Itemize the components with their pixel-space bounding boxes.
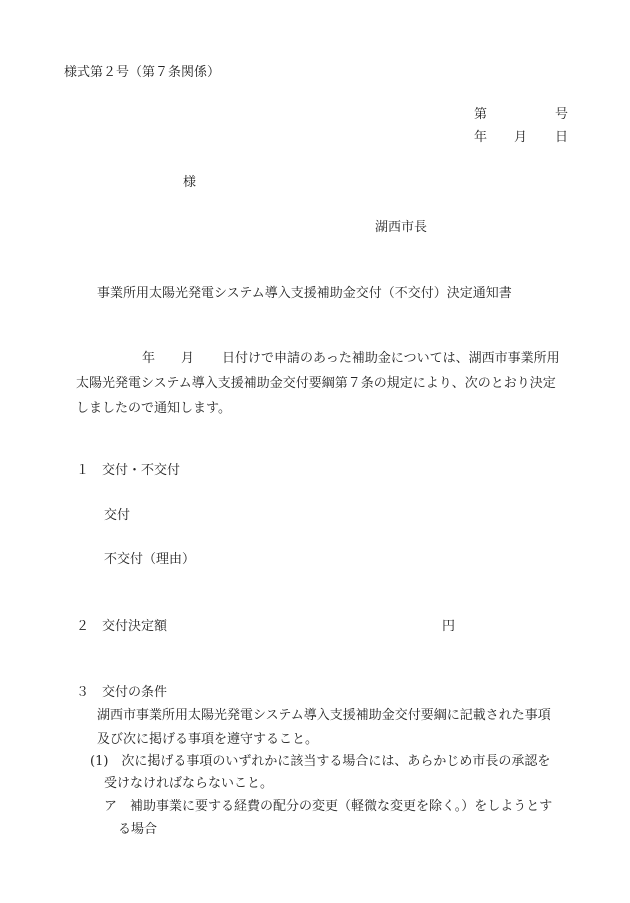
section-3-heading: ３ 交付の条件 [76, 685, 168, 700]
document-number-prefix: 第 [474, 107, 488, 122]
body-year-label: 年 [142, 351, 156, 366]
section-3-intro-line-1: 湖西市事業所用太陽光発電システム導入支援補助金交付要綱に記載された事項 [97, 708, 551, 723]
body-line-1 [76, 346, 574, 371]
section-1-heading: １ 交付・不交付 [76, 463, 181, 478]
document-number-suffix: 号 [555, 107, 569, 122]
condition-sub-a-line-1: ア 補助事業に要する経費の配分の変更（軽微な変更を除く。）をしようとす [104, 799, 553, 814]
date-month-label: 月 [514, 130, 528, 145]
section-3-intro-line-2: 及び次に掲げる事項を遵守すること。 [97, 732, 319, 747]
condition-sub-a-line-2: る場合 [118, 822, 158, 837]
body-line-1-text: 日付けで申請のあった補助金については、湖西市事業所用 [222, 351, 560, 366]
date-year-label: 年 [474, 130, 488, 145]
option-nongrant: 不交付（理由） [104, 552, 196, 567]
section-2-heading: ２ 交付決定額 [76, 619, 168, 634]
condition-item-1-line-1: (1) 次に掲げる事項のいずれかに該当する場合には、あらかじめ市長の承認を [90, 754, 551, 769]
body-line-2: 太陽光発電システム導入支援補助金交付要綱第７条の規定により、次のとおり決定 [76, 376, 556, 391]
option-grant: 交付 [104, 508, 131, 523]
date-day-label: 日 [555, 130, 569, 145]
condition-item-1-line-2: 受けなければならないこと。 [104, 776, 274, 791]
addressee-honorific: 様 [183, 175, 197, 190]
document-title: 事業所用太陽光発電システム導入支援補助金交付（不交付）決定通知書 [97, 286, 512, 301]
amount-unit: 円 [442, 619, 456, 634]
body-month-label: 月 [181, 351, 195, 366]
body-paragraph [76, 346, 574, 421]
body-line-3: しましたので通知します。 [76, 401, 231, 416]
issuer-name: 湖西市長 [375, 220, 428, 235]
form-number: 様式第２号（第７条関係） [64, 65, 221, 80]
